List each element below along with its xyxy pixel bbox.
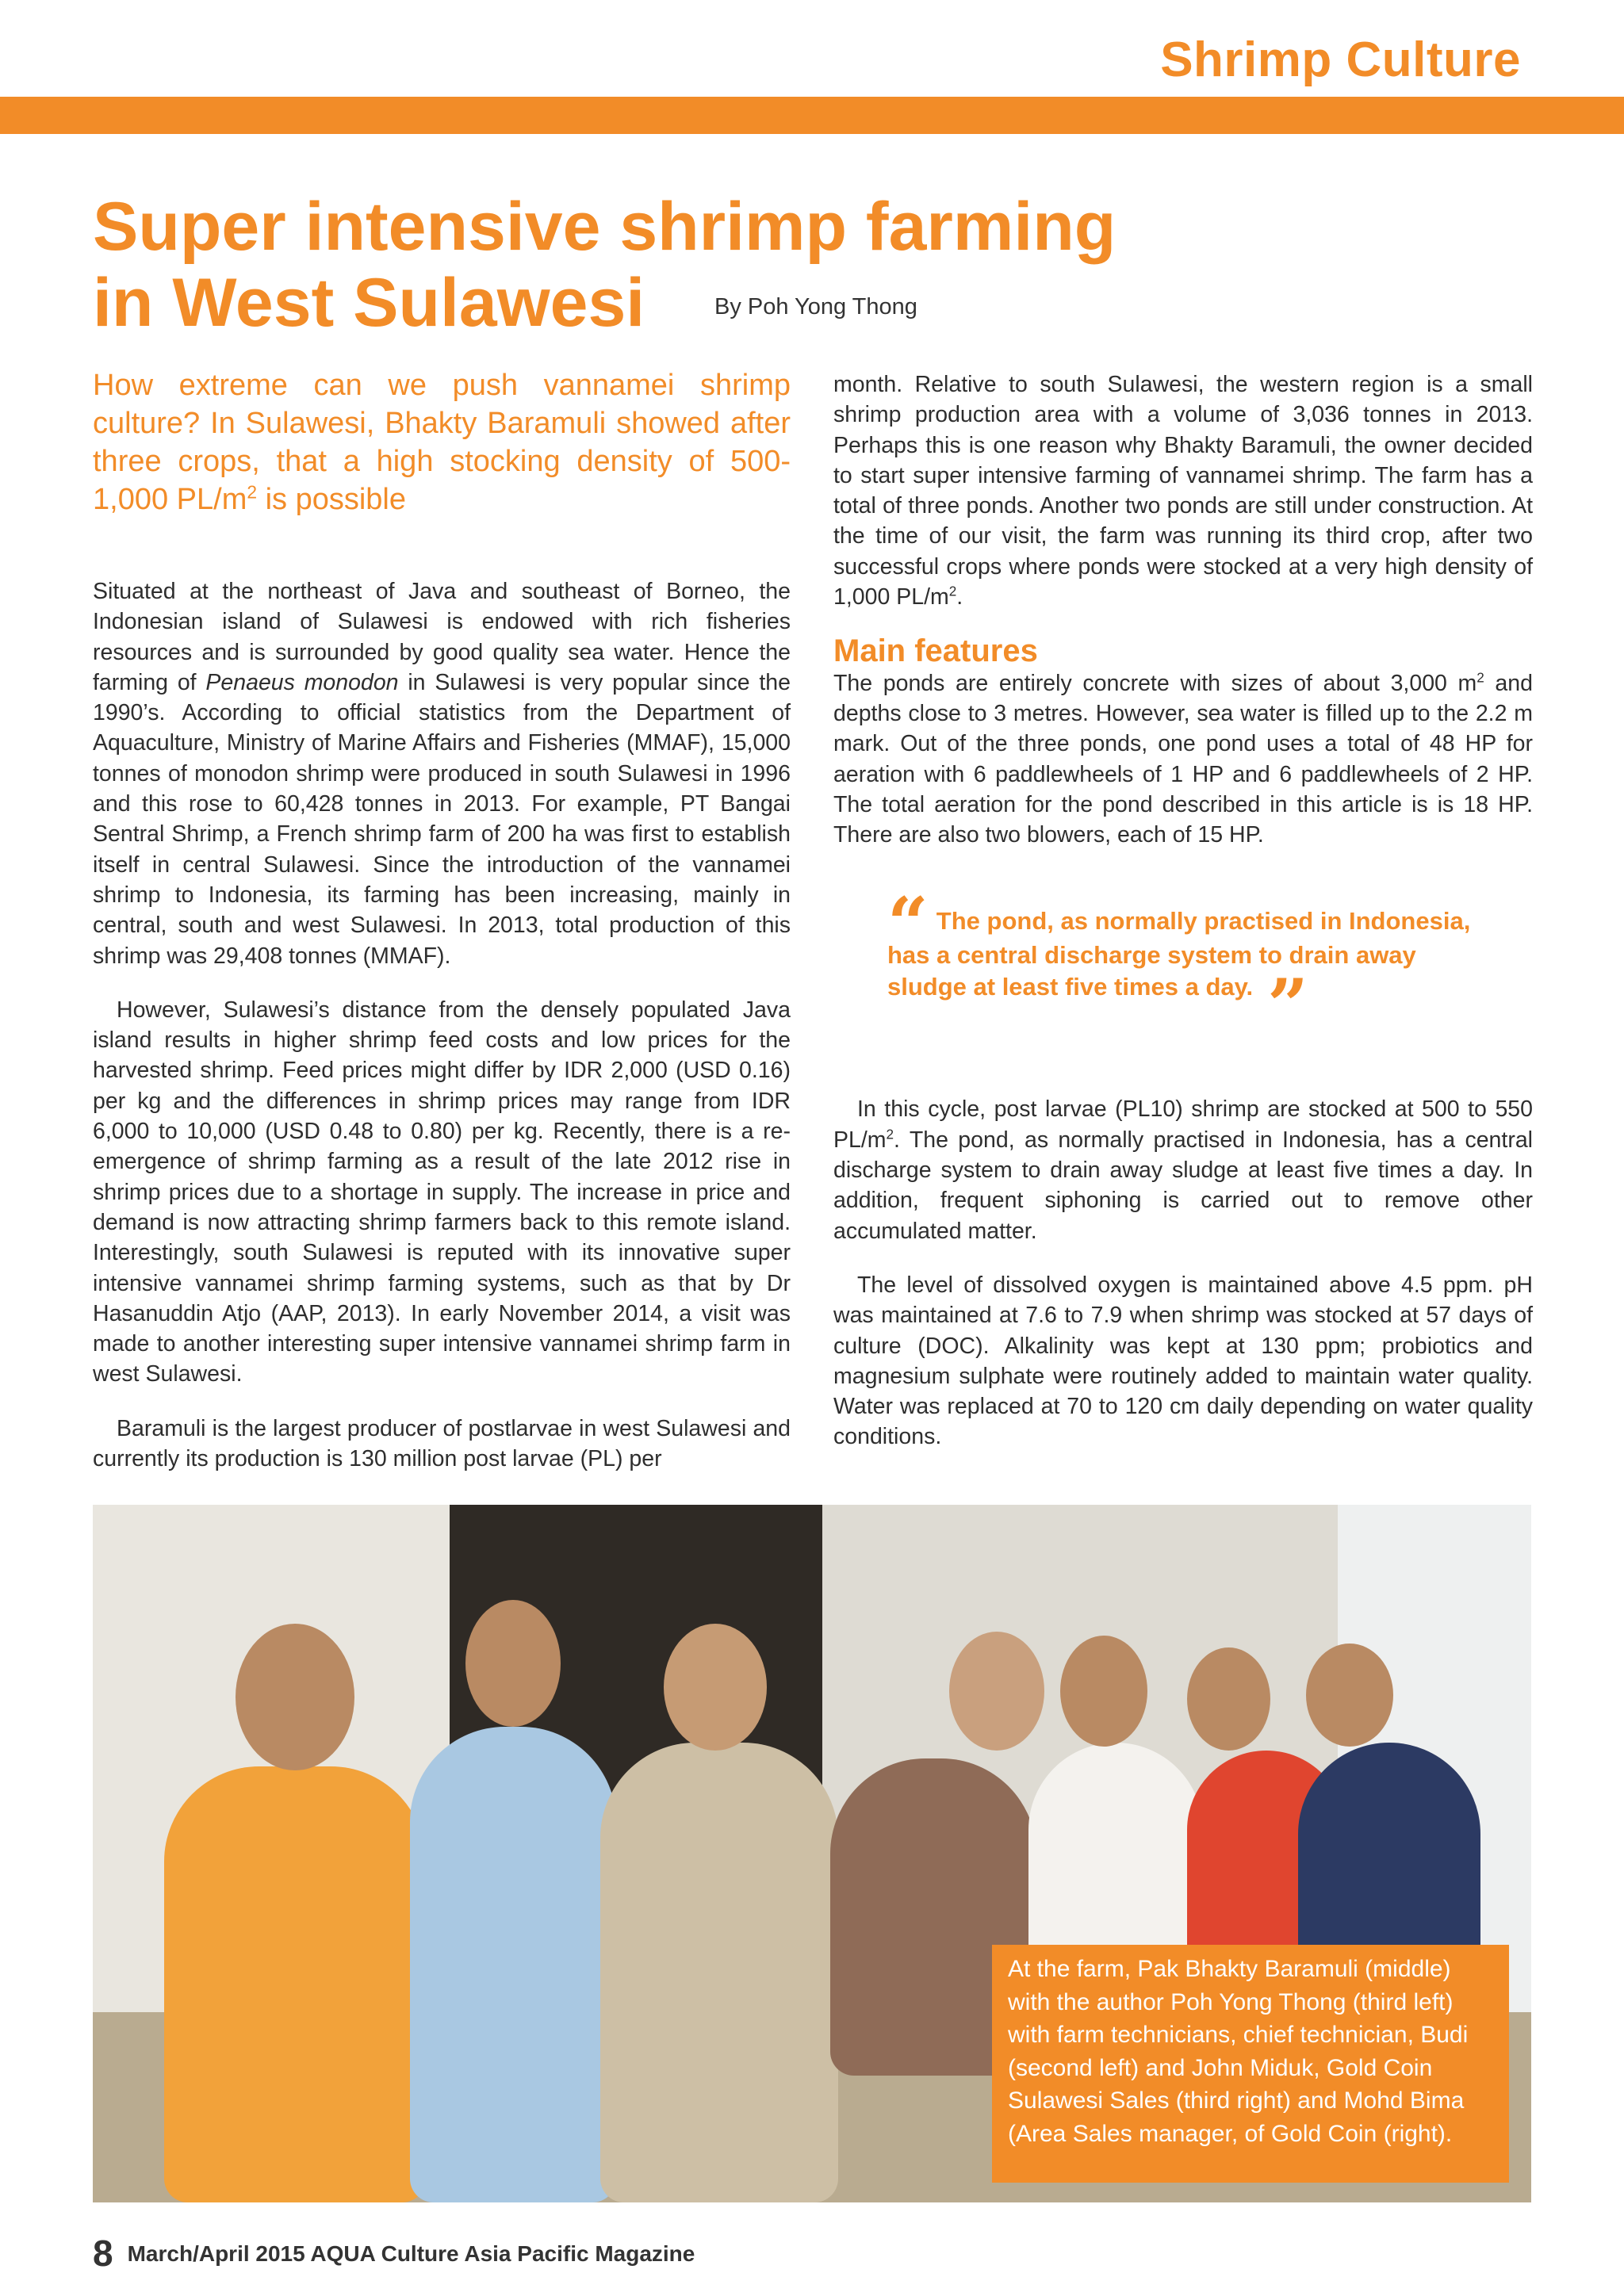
pull-quote-text: The pond, as normally practised in Indonesia, has a central discharge system to drain away sludge at least five times a day. [887, 907, 1471, 1001]
body-paragraph-1: Situated at the northeast of Java and southeast of Borneo, the Indonesian island of Sulawesi is endowed with rich fisheries resources and is surrounded by good quality sea water. Hence the farming of Penaeus monodon in Sulawesi is very popular since the 1990’s. According to official statistics from the Department of Aquaculture, Ministry of Marine Affairs and Fisheries (MMAF), 15,000 tonnes of monodon shrimp were produced in south Sulawesi in 1996 and this rose to 60,428 tonnes in 2013. For example, PT Bangai Sentral Shrimp, a French shrimp farm of 200 ha was first to establish itself in central Sulawesi. Since the introduction of the vannamei shrimp to Indonesia, its farming has been increasing, mainly in central, south and west Sulawesi. In 2013, total production of this shrimp was 29,408 tonnes (MMAF). [93, 579, 791, 969]
publication-line: March/April 2015 AQUA Culture Asia Pacific Magazine [127, 2241, 695, 2266]
body-paragraph-3: Baramuli is the largest producer of postlarvae in west Sulawesi and currently its production is 130 million post larvae (PL) per [93, 1415, 791, 1472]
body-paragraph-2: However, Sulawesi’s distance from the densely populated Java island results in higher shrimp feed costs and low prices for the harvested shrimp. Feed prices might differ by IDR 2,000 (USD 0.16) per kg and the differences in shrimp prices may range from IDR 6,000 to 10,000 (USD 0.48 to 0.80) per kg. Recently, there is a re-emergence of shrimp farming as a result of the late 2012 rise in shrimp prices due to a shortage in supply. The increase in price and demand is now attracting shrimp farmers back to this remote island. Interestingly, south Sulawesi is reputed with its innovative super intensive vannamei shrimp farming systems, such as that by Dr Hasanuddin Atjo (AAP, 2013). In early November 2014, a visit was made to another interesting super intensive vannamei shrimp farm in west Sulawesi. [93, 997, 791, 1387]
person-2 [410, 1727, 616, 2202]
article-byline: By Poh Yong Thong [714, 294, 917, 320]
photo-caption: At the farm, Pak Bhakty Baramuli (middle) with the author Poh Yong Thong (third left) with farm technicians, chief technician, Budi (second left) and John Miduk, Gold Coin Sulawesi Sales (third right) and Mohd Bima (Area Sales manager, of Gold Coin (right). [992, 1945, 1509, 2183]
subheading-main-features: Main features [833, 633, 1038, 669]
article-title-line2: in West Sulawesi [93, 265, 645, 341]
body-paragraph-7: The level of dissolved oxygen is maintained above 4.5 ppm. pH was maintained at 7.6 to 7.9 when shrimp was stocked at 57 days of culture (DOC). Alkalinity was kept at 130 ppm; probiotics and magnesium sulphate were routinely added to maintain water quality. Water was replaced at 70 to 120 cm daily depending on water quality conditions. [833, 1272, 1533, 1450]
body-paragraph-6: In this cycle, post larvae (PL10) shrimp are stocked at 500 to 550 $PL/m^2$. The pond, as normally practised in Indonesia, has a central discharge system to drain away sludge at least five times a day. In addition, frequent siphoning is carried out to remove other accumulated matter. [833, 1096, 1533, 1244]
person-1 [164, 1766, 426, 2202]
article-title-line1: Super intensive shrimp farming [93, 189, 1116, 265]
body-paragraph-4: month. Relative to south Sulawesi, the western region is a small shrimp production area with a volume of 3,036 tonnes in 2013. Perhaps this is one reason why Bhakty Baramuli, the owner decided to start super intensive farming of vannamei shrimp. The farm has a total of three ponds. Another two ponds are still under construction. At the time of our visit, the farm was running its third crop, after two successful crops where ponds were stocked at a very high density of 1,000 $PL/m^2$. [833, 372, 1533, 610]
body-paragraph-5: The ponds are entirely concrete with sizes of about 3,000 $m^2$ and depths close to 3 metres. However, sea water is filled up to the 2.2 m mark. Out of the three ponds, one pond uses a total of 48 HP for aeration with 6 paddlewheels of 1 HP and 6 paddlewheels of 2 HP. The total aeration for the pond described in this article is is 18 HP. There are also two blowers, each of 15 HP. [833, 670, 1533, 848]
close-quote-icon: ” [1267, 963, 1308, 1048]
pull-quote [878, 882, 1488, 1048]
header-band [0, 97, 1624, 134]
open-quote-icon: “ [887, 882, 929, 966]
page-number: 8 [93, 2233, 113, 2274]
article-title [93, 189, 1203, 341]
right-column [833, 369, 1533, 1476]
page-footer [93, 2232, 695, 2275]
section-label: Shrimp Culture [1160, 33, 1521, 87]
left-column [93, 366, 791, 1498]
person-3 [600, 1743, 838, 2202]
standfirst: How extreme can we push vannamei shrimp culture? In Sulawesi, Bhakty Baramuli showed after three crops, that a high stocking density of 500-1,000 $PL/m^2$ is possible [93, 369, 791, 516]
